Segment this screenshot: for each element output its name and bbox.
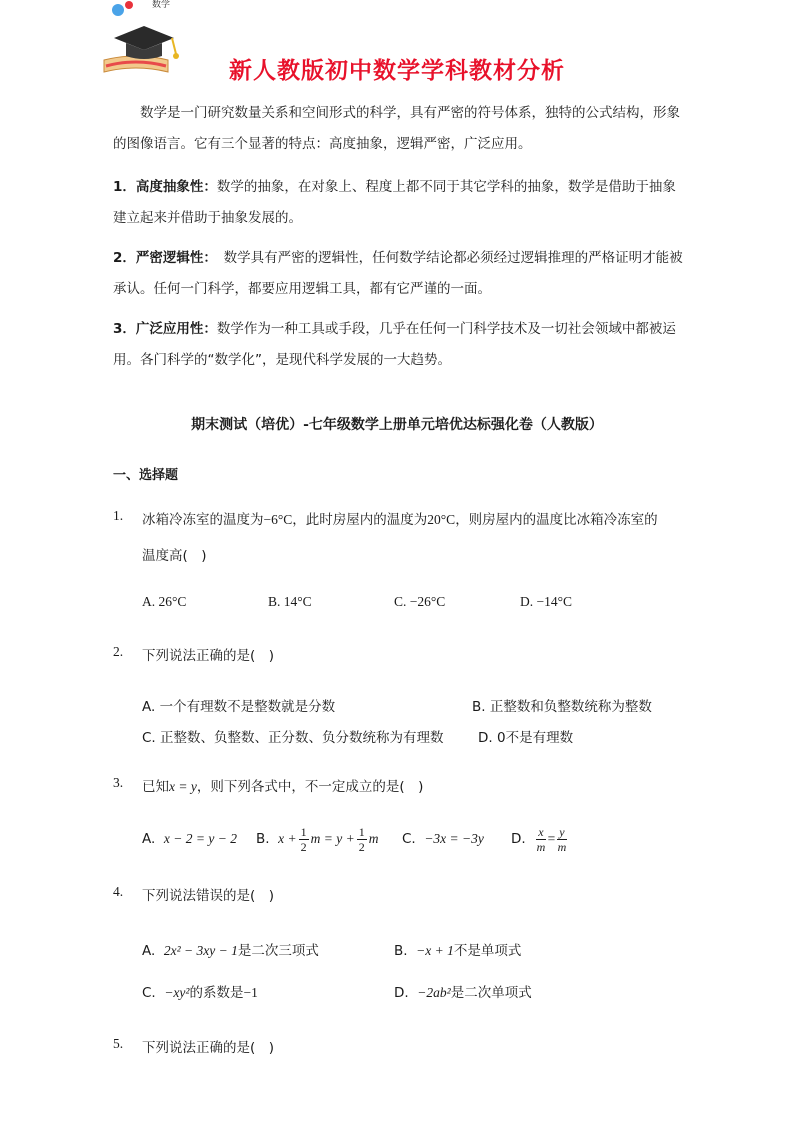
frac-denominator: m xyxy=(536,839,546,854)
q5-number: 5. xyxy=(113,1036,124,1051)
feature-3 xyxy=(113,314,683,376)
exam-title: 期末测试（培优）-七年级数学上册单元培优达标强化卷（人教版） xyxy=(191,417,603,433)
q1-text xyxy=(142,508,658,528)
feature-3-label: 3．广泛应用性： xyxy=(113,321,217,337)
feature-2-label: 2．严密逻辑性： xyxy=(113,250,211,266)
q4-text: 下列说法错误的是( ) xyxy=(142,888,275,904)
q4-option-d-math: −2ab² xyxy=(417,985,451,1000)
q3-option-b-mid: m = y + xyxy=(310,831,355,846)
feature-3-text: 数学作为一种工具或手段，几乎在任何一门科学技术及一切社会领域中都被运用。各门科学的“数学化”，是现代科学发展的一大趋势。 xyxy=(113,321,676,368)
q3-option-d[interactable] xyxy=(511,822,569,856)
q1-temp-room: 20°C xyxy=(427,512,456,527)
q3-option-b-label: B. xyxy=(256,831,270,847)
q4-option-b-text: 不是单项式 xyxy=(453,943,522,959)
q1-option-d[interactable]: D. −14°C xyxy=(520,594,573,609)
q3-option-b-left: x + xyxy=(278,831,297,846)
q1-option-a[interactable]: A. 26°C xyxy=(142,594,187,609)
q4-option-c[interactable] xyxy=(142,981,258,1001)
q1-option-c[interactable]: C. −26°C xyxy=(394,594,446,609)
q3-option-b-frac-2 xyxy=(357,825,367,854)
q3-condition: x = y xyxy=(169,779,197,794)
q3-text xyxy=(142,775,423,795)
q3-text-b: ，则下列各式中，不一定成立的是( ) xyxy=(196,779,424,795)
q4-option-c-label: C. xyxy=(142,985,156,1001)
q3-option-a-label: A. xyxy=(142,831,156,847)
logo-badge-text: 数学 xyxy=(152,0,171,10)
q3-option-d-frac-2 xyxy=(557,825,566,854)
frac-numerator: 1 xyxy=(300,824,307,839)
q3-option-d-eq: = xyxy=(547,831,556,846)
q4-number: 4. xyxy=(113,884,124,899)
q2-number: 2. xyxy=(113,644,124,659)
q1-text-line2: 温度高( ) xyxy=(142,548,207,564)
q3-option-d-label: D. xyxy=(511,831,526,847)
frac-denominator: m xyxy=(557,839,567,854)
q4-option-a[interactable] xyxy=(142,939,319,959)
q4-option-d-label: D. xyxy=(394,985,409,1001)
q2-text: 下列说法正确的是( ) xyxy=(142,648,275,664)
q1-option-b[interactable]: B. 14°C xyxy=(268,594,312,609)
feature-2 xyxy=(113,243,683,305)
q2-option-d[interactable]: D. 0不是有理数 xyxy=(478,730,574,746)
q3-option-a[interactable] xyxy=(142,822,237,856)
q4-option-a-label: A. xyxy=(142,943,156,959)
feature-1-label: 1．高度抽象性： xyxy=(113,179,217,195)
q3-option-b[interactable] xyxy=(256,822,378,856)
frac-numerator: x xyxy=(538,824,544,839)
q4-option-b-label: B. xyxy=(394,943,408,959)
q3-option-a-math: x − 2 = y − 2 xyxy=(163,831,237,846)
section-heading: 一、选择题 xyxy=(113,468,179,483)
intro-paragraph: 数学是一门研究数量关系和空间形式的科学，具有严密的符号体系，独特的公式结构，形象的图像语言。它有三个显著的特点：高度抽象，逻辑严密，广泛应用。 xyxy=(113,105,680,152)
q4-option-b-math: −x + 1 xyxy=(416,943,454,958)
q4-option-d[interactable] xyxy=(394,981,532,1001)
q1-text-c: ，则房屋内的温度比冰箱冷冻室的 xyxy=(455,512,658,528)
q3-option-c[interactable] xyxy=(402,822,484,856)
q3-text-a: 已知 xyxy=(142,779,169,795)
q3-option-c-label: C. xyxy=(402,831,416,847)
q1-text-a: 冰箱冷冻室的温度为 xyxy=(142,512,264,528)
q3-option-b-right: m xyxy=(368,831,379,846)
page-title: 新人教版初中数学学科教材分析 xyxy=(229,58,565,84)
feature-1 xyxy=(113,172,683,234)
frac-numerator: 1 xyxy=(358,824,365,839)
q1-temp-freezer: −6°C xyxy=(263,512,293,527)
q4-option-c-mid: 的系数是 xyxy=(189,985,244,1001)
q4-option-b[interactable] xyxy=(394,939,521,959)
frac-numerator: y xyxy=(559,824,565,839)
q3-option-d-frac-1 xyxy=(536,825,545,854)
q2-option-a[interactable]: A. 一个有理数不是整数就是分数 xyxy=(142,699,336,715)
q5-text: 下列说法正确的是( ) xyxy=(142,1040,275,1056)
q4-option-c-math: −xy² xyxy=(164,985,190,1000)
feature-2-text: 数学具有严密的逻辑性，任何数学结论都必须经过逻辑推理的严格证明才能被承认。任何一门科学，都要应用逻辑工具，都有它严谨的一面。 xyxy=(113,250,683,297)
q4-option-c-val: −1 xyxy=(243,985,258,1000)
q4-option-d-text: 是二次单项式 xyxy=(450,985,532,1001)
frac-denominator: 2 xyxy=(358,839,365,854)
feature-1-text: 数学的抽象，在对象上、程度上都不同于其它学科的抽象，数学是借助于抽象建立起来并借助于抽象发展的。 xyxy=(113,179,676,226)
q2-option-b[interactable]: B. 正整数和负整数统称为整数 xyxy=(472,699,652,715)
frac-denominator: 2 xyxy=(300,839,307,854)
q4-option-a-text: 是二次三项式 xyxy=(237,943,319,959)
q1-number: 1. xyxy=(113,508,124,523)
q1-text-b: ，此时房屋内的温度为 xyxy=(292,512,428,528)
q3-option-b-frac-1 xyxy=(299,825,309,854)
q3-number: 3. xyxy=(113,775,124,790)
q3-option-c-math: −3x = −3y xyxy=(424,831,484,846)
q4-option-a-math: 2x² − 3xy − 1 xyxy=(163,943,238,958)
q2-option-c[interactable]: C. 正整数、负整数、正分数、负分数统称为有理数 xyxy=(142,730,444,746)
